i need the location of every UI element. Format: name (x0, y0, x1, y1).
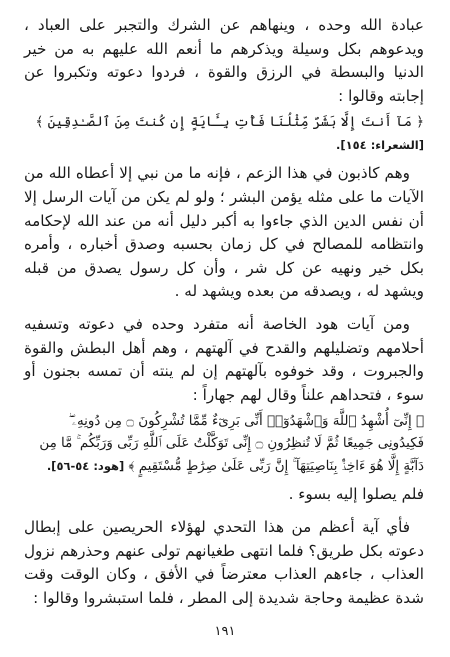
verse-text: ﴿ إِنِّىٓ أُشْهِدُ ٱللَّهَ وَٱشْهَدُوٓا۟ أَنِّى بَرِىٓءٌ مِّمَّا تُشْرِكُونَ ۝ مِن دُونِهِۦ ۖ فَكِيدُونِى جَمِيعًا ثُمَّ لَا تُنظِرُونِ ۝ إِنِّى تَوَكَّلْتُ عَلَى ٱللَّهِ رَبِّى وَرَبِّكُم ۚ مَّا مِن دَآبَّةٍ إِلَّا هُوَ ءَاخِذٌۢ بِنَاصِيَتِهَآ ۚ إِنَّ رَبِّى عَلَىٰ صِرَٰطٍ مُّسْتَقِيمٍ ﴾ (39, 414, 424, 475)
verse-reference: [هود: ٥٤-٥٦]. (46, 459, 125, 474)
paragraph: عبادة الله وحده ، وينهاهم عن الشرك والتجبر على العباد ، ويدعوهم بكل وسيلة ويذكرهم ما أنعم الله عليهم به من خير الدنيا والبسطة في الرزق والقوة ، فردوا دعوته وتكبروا عن إجابته وقالوا : (24, 16, 424, 105)
paragraph: وهم كاذبون في هذا الزعم ، فإنه ما من نبي إلا أعطاه الله من الآيات ما على مثله يؤمن البشر ؛ ولو لم يكن من آيات الرسل إلا أن نفس الدين الذي جاءوا به أكبر دليل أنه من عند الله لإحكامه وانتظامه للمصالح في كل زمان بحسبه وصدق أخباره ، وأمره بكل خير ونهيه عن كل شر ، وأن كل رسول يصدق من قبله ويشهد له ، ويصدقه من بعده ويشهد له . (24, 164, 424, 301)
verse-text: ﴿ مَآ أَنتَ إِلَّا بَشَرٌ مِّثْلُنَا فَأْتِ بِـَٔايَةٍ إِن كُنتَ مِنَ ٱلصَّـٰدِقِينَ ﴾ (35, 115, 424, 131)
verse-reference: [الشعراء: ١٥٤]. (336, 138, 424, 153)
quran-verse (24, 112, 424, 157)
paragraph: ومن آيات هود الخاصة أنه متفرد وحده في دعوته وتسفيه أحلامهم وتضليلهم والقدح في آلهتهم ، وهم أهل البطش والقوة والجبروت ، وقد خوفوه بآلهتهم إن لم ينته أن تمسه بجنون أو سوء ، فتحداهم علناً وقال لهم جهاراً : (24, 314, 424, 404)
paragraph: فأي آية أعظم من هذا التحدي لهؤلاء الحريصين على إبطال دعوته بكل طريق؟ فلما انتهى طغيانهم تولى عنهم وحذرهم نزول العذاب ، جاءهم العذاب معترضاً في الأفق ، وكان الوقت وقت شدة عظيمة وحاجة شديدة إلى المطر ، فلما استبشروا وقالوا : (24, 517, 424, 607)
paragraph-gap (24, 507, 424, 516)
paragraph-gap (24, 304, 424, 313)
paragraph: فلم يصلوا إليه بسوء . (288, 485, 424, 504)
quran-verse (24, 411, 424, 478)
page-number: ١٩١ (214, 624, 236, 639)
